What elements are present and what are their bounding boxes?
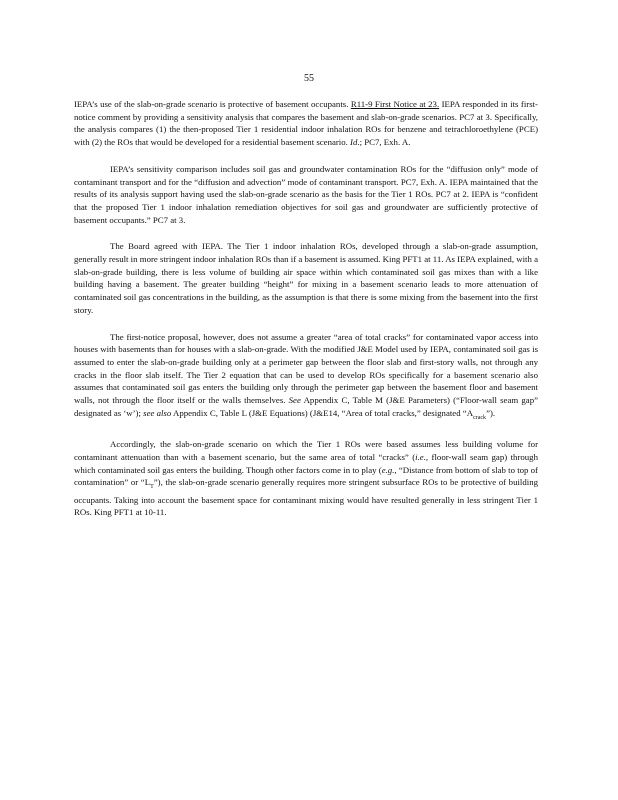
ie-abbrev: i.e.: [415, 451, 426, 462]
see-also-signal: see also: [143, 407, 172, 418]
paragraph-4-text: The first-notice proposal, however, does not assume a greater “area of total cracks” for contaminated vapor access into houses with basements than for houses with a slab-on-grade. With the modified J&E Model used by IEPA, contaminated soil gas is assumed to enter the slab-on-grade building only at a perimeter gap between the floor slab and first-story walls, not through any cracks in the floor slab itself. The Tier 2 equation that can be used to develop ROs specifically for a basement scenario also assumes that contaminated soil gas enters the building only through the perimeter gap between the basement floor and basement walls, not through the floor itself or the walls themselves.: [74, 331, 538, 406]
crack-subscript: crack: [473, 414, 487, 421]
paragraph-5-end: ”), the slab-on-grade scenario generally requires more stringent subsurface ROs to be protective of building occupants. Taking into account the basement space for contaminant mixing would have resulted generally in less stringent Tier 1 ROs. King PFT1 at 10-11.: [74, 477, 538, 518]
paragraph-5-text-c: , “Distance from bottom of slab to top of contamination” or “L: [74, 464, 538, 488]
eg-abbrev: e.g.: [381, 464, 395, 475]
paragraph-4-table-m: Appendix C, Table M (J&E Parameters) (“Floor-wall seam gap” designated as ‘w’);: [74, 395, 538, 418]
paragraph-5-text-b: , floor-wall seam gap) through which contaminated soil gas enters the building. Though other factors come in to play (: [74, 451, 538, 475]
paragraph-1: [74, 98, 538, 149]
citation-r11-9: R11-9 First Notice at 23.: [350, 99, 440, 109]
paragraph-1-text: IEPA’s use of the slab-on-grade scenario is protective of basement occupants.: [74, 99, 351, 109]
paragraph-4: [74, 331, 538, 425]
paragraph-1-text-cont: IEPA responded in its first-notice comment by providing a sensitivity analysis that compares the basement and slab-on-grade scenarios. PC7 at 3. Specifically, the analysis compares (1) the then-proposed Tier 1 residential indoor inhalation ROs for benzene and tetrachloroethylene (PCE) with (2) the ROs that would be developed for a residential basement scenario.: [74, 99, 538, 148]
paragraph-3: The Board agreed with IEPA. The Tier 1 indoor inhalation ROs, developed through a slab-on-grade assumption, generally result in more stringent indoor inhalation ROs than if a basement is assumed. King PFT1 at 11. As IEPA explained, with a slab-on-grade building, there is less volume of building air space within which contaminated soil gas mixes than with a like building having a basement. The greater building “height” for mixing in a basement scenario leads to more attenuation of contaminated soil gas concentrations in the building, as the assumption is that there is some mixing from the basement into the first story.: [74, 241, 538, 315]
lt-subscript: T: [150, 484, 154, 491]
paragraph-5: [74, 438, 538, 519]
paragraph-2: IEPA’s sensitivity comparison includes soil gas and groundwater contamination ROs for the “diffusion only” mode of contaminant transport and for the “diffusion and advection” mode of contaminant transport. PC7, Exh. A. IEPA maintained that the results of its analysis support having used the slab-on-grade scenario as the basis for the Tier 1 ROs. PC7 at 2. IEPA is “confident that the proposed Tier 1 indoor inhalation remediation objectives for soil gas and groundwater are sufficiently protective of basement occupants.” PC7 at 3.: [74, 163, 538, 225]
paragraph-5-text: Accordingly, the slab-on-grade scenario on which the Tier 1 ROs were based assumes less building volume for contaminant attenuation than with a basement scenario, but the same area of total “cracks” (: [74, 439, 538, 462]
page-number: 55: [304, 73, 314, 84]
document-body: [74, 98, 538, 533]
paragraph-1-end: .; PC7, Exh. A.: [357, 137, 411, 148]
paragraph-4-table-l: Appendix C, Table L (J&E Equations) (J&E14, “Area of total cracks,” designated “A: [171, 407, 474, 418]
id-citation: Id: [350, 137, 358, 148]
paragraph-4-end: ”).: [486, 407, 496, 418]
see-signal: See: [288, 395, 301, 406]
